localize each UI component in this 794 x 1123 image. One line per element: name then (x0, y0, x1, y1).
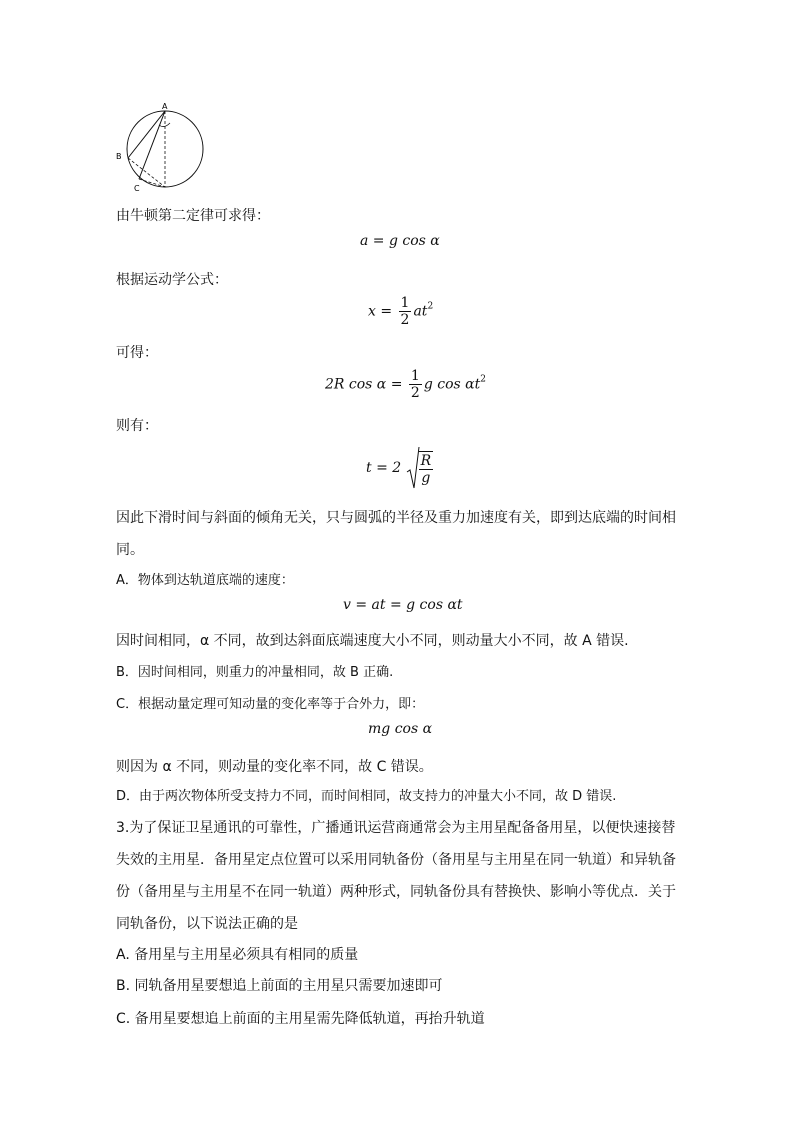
label-a: A (162, 102, 168, 111)
text-line: 同。 (116, 542, 144, 558)
circle-diagram (112, 101, 222, 193)
eq-rhs: at (413, 303, 428, 320)
exponent: 2 (480, 374, 486, 385)
label-c: C (134, 184, 140, 193)
square-root (406, 446, 436, 490)
question-3-text: 份（备用星与主用星不在同一轨道）两种形式，同轨备份具有替换快、影响小等优点．关于 (116, 884, 676, 900)
text-line: 则因为 α 不同，则动量的变化率不同，故 C 错误。 (116, 759, 433, 775)
denominator: g (421, 469, 431, 486)
numerator: 1 (400, 295, 410, 311)
eq-lhs: 2R cos α = (325, 376, 403, 393)
text-line: 由牛顿第二定律可求得： (116, 208, 270, 224)
option-b: B. 同轨备用星要想追上前面的主用星只需要加速即可 (116, 978, 443, 994)
text-line: 根据运动学公式： (116, 272, 228, 288)
text-line: B．因时间相同，则重力的冲量相同，故 B 正确. (116, 665, 394, 680)
eq-lhs: x = (368, 303, 393, 320)
numerator: 1 (410, 368, 420, 384)
equation-acceleration: a = g cos α (360, 233, 440, 249)
numerator: R (420, 452, 432, 469)
denominator: 2 (400, 312, 410, 328)
text-line: 则有： (116, 418, 158, 434)
option-a: A. 备用星与主用星必须具有相同的质量 (116, 947, 359, 963)
denominator: 2 (410, 385, 420, 401)
text-line: 因此下滑时间与斜面的倾角无关，只与圆弧的半径及重力加速度有关，即到达底端的时间相 (116, 510, 676, 526)
option-c: C. 备用星要想追上前面的主用星需先降低轨道，再抬升轨道 (116, 1011, 485, 1027)
fraction (419, 451, 434, 486)
fraction (399, 295, 412, 328)
option-a-label: A．物体到达轨道底端的速度： (116, 573, 294, 588)
question-3-text: 失效的主用星．备用星定点位置可以采用同轨备份（备用星与主用星在同一轨道）和异轨备 (116, 852, 676, 868)
text-line: 可得： (116, 345, 158, 361)
equation-momentum-rate: mg cos α (368, 721, 433, 737)
text-line: 因时间相同，α 不同，故到达斜面底端速度大小不同，则动量大小不同，故 A 错误. (116, 633, 629, 649)
question-3-text: 同轨备份，以下说法正确的是 (116, 916, 298, 932)
text-line: C．根据动量定理可知动量的变化率等于合外力，即： (116, 697, 425, 712)
equation-combined (325, 368, 486, 401)
equation-displacement (368, 295, 433, 328)
fraction (409, 368, 422, 401)
exponent: 2 (427, 301, 434, 312)
text-line: D．由于两次物体所受支持力不同，而时间相同，故支持力的冲量大小不同，故 D 错误. (116, 789, 617, 804)
label-b: B (116, 152, 122, 161)
equation-time (366, 446, 435, 490)
eq-lhs: t = 2 (366, 460, 402, 476)
equation-velocity: v = at = g cos αt (343, 597, 463, 613)
radical-sign-icon (406, 446, 420, 490)
eq-rhs: g cos αt (423, 376, 481, 393)
question-3-text: 3.为了保证卫星通讯的可靠性，广播通讯运营商通常会为主用星配备备用星，以便快速接替 (116, 820, 676, 836)
